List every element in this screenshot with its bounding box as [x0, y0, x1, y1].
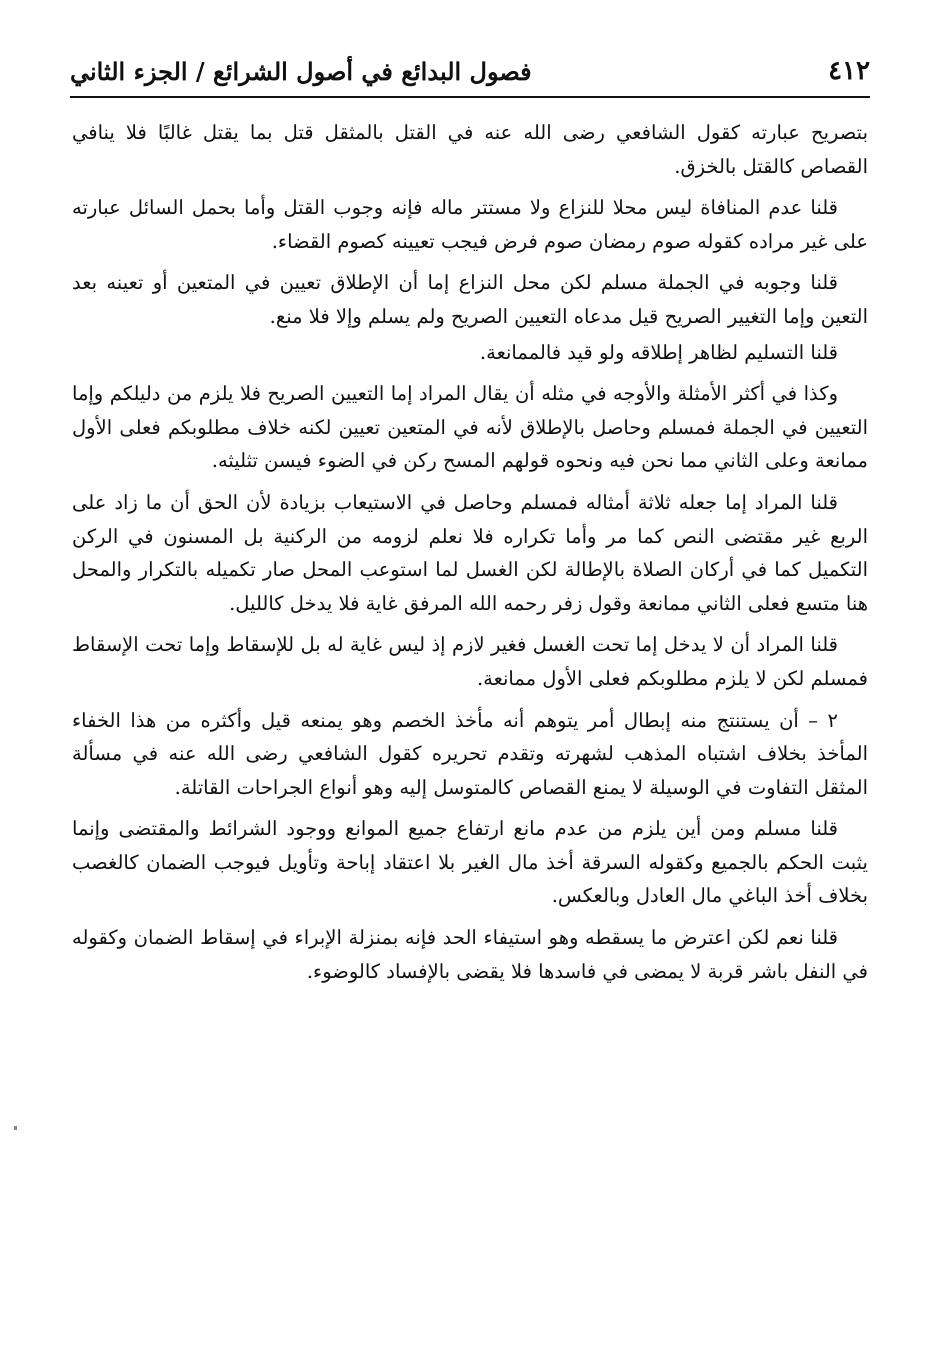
running-title: فصول البدائع في أصول الشرائع / الجزء الثاني: [70, 56, 532, 86]
paragraph: قلنا عدم المنافاة ليس محلا للنزاع ولا مستتر ماله فإنه وجوب القتل وأما بحمل السائل عبارته على غير مراده كقوله صوم رمضان صوم فرض فيجب تعيينه كصوم القضاء.: [72, 196, 868, 253]
paragraph: بتصريح عبارته كقول الشافعي رضى الله عنه في القتل بالمثقل قتل بما يقتل غالبًا فلا ينافي القصاص كالقتل بالخزق.: [72, 121, 868, 178]
paragraph: ٢ – أن يستنتج منه إبطال أمر يتوهم أنه مأخذ الخصم وهو يمنعه قيل وأكثره من هذا الخفاء المأخذ بخلاف اشتباه المذهب لشهرته وتقدم تحريره كقول الشافعي رضى الله عنه في مسألة المثقل التفاوت في الوسيلة لا يمنع القصاص كالمتوسل إليه وهو أنواع الجراحات القاتلة.: [72, 708, 868, 799]
header-rule: [70, 96, 870, 98]
paragraph: قلنا التسليم لظاهر إطلاقه ولو قيد فالممانعة.: [479, 340, 838, 364]
scan-speck: [14, 1126, 17, 1130]
page-header: [70, 50, 870, 92]
paragraph: قلنا المراد أن لا يدخل إما تحت الغسل فغير لازم إذ ليس غاية له بل للإسقاط وإما تحت الإسقاط فمسلم لكن لا يلزم مطلوبكم فعلى الأول ممانعة.: [72, 633, 868, 690]
paragraph: قلنا المراد إما جعله ثلاثة أمثاله فمسلم وحاصل في الاستيعاب بزيادة لأن الحق أن ما زاد على الربع غير مقتضى النص كما مر وأما تكراره فلا نعلم لزومه من الركنية بل المسنون في الركن التكميل كما في أركان الصلاة بالإطالة لكن الغسل لما استوعب المحل صار تكميله بالتكرار والمحل هنا متسع فعلى الثاني ممانعة وقول زفر رحمه الله المرفق غاية فلا يدخل كالليل.: [72, 490, 868, 615]
page-body: [72, 116, 868, 996]
paragraph: وكذا في أكثر الأمثلة والأوجه في مثله أن يقال المراد إما التعيين الصريح فلا يلزم من دليلكم وإما التعيين في الجملة فمسلم وحاصل بالإطلاق لأنه في المتعين تعيين لكنه خلاف مطلوبكم فعلى الأول ممانعة وعلى الثاني مما نحن فيه ونحوه قولهم المسح ركن في الضوء فيسن تثليثه.: [72, 382, 868, 473]
page-number: ٤١٢: [828, 56, 870, 86]
paragraph: قلنا وجوبه في الجملة مسلم لكن محل النزاع إما أن الإطلاق تعيين في المتعين أو تعينه بعد التعين وإما التغيير الصريح قيل مدعاه التعيين الصريح ولم يسلم وإلا فلا منع.: [72, 271, 868, 328]
paragraph: قلنا نعم لكن اعترض ما يسقطه وهو استيفاء الحد فإنه بمنزلة الإبراء في إسقاط الضمان وكقوله في النفل باشر قربة لا يمضى في فاسدها فلا يقضى بالإفساد كالوضوء.: [72, 926, 868, 983]
paragraph: قلنا مسلم ومن أين يلزم من عدم مانع ارتفاع جميع الموانع ووجود الشرائط والمقتضى وإنما يثبت الحكم بالجميع وكقوله السرقة أخذ مال الغير بلا اعتقاد إباحة وتأويل فيوجب الضمان كالغصب بخلاف أخذ الباغي مال العادل وبالعكس.: [72, 817, 868, 908]
